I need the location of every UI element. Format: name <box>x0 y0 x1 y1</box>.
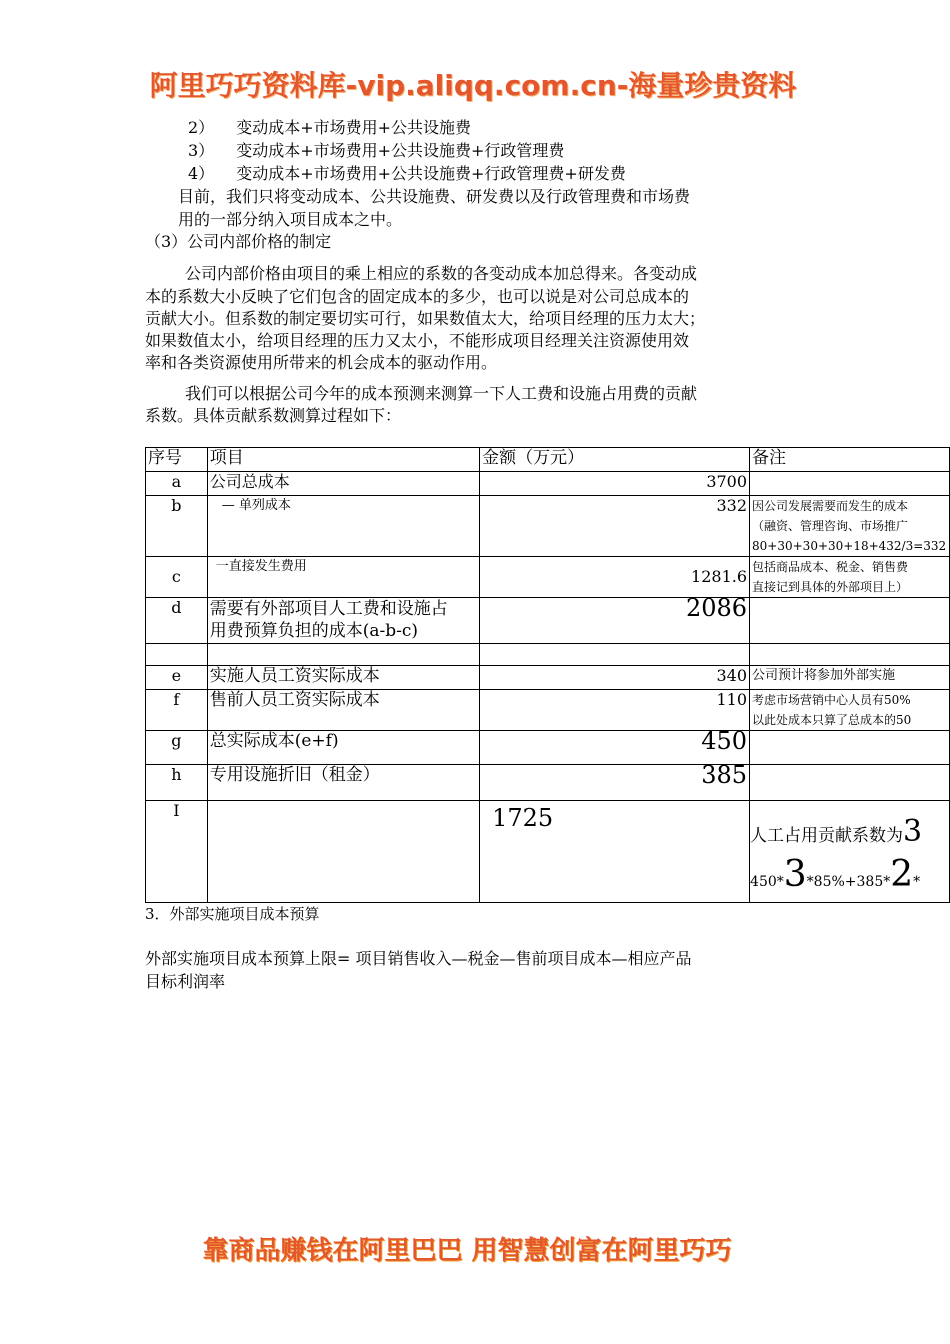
row-no: f <box>146 690 208 731</box>
paragraph-line: 公司内部价格由项目的乘上相应的系数的各变动成本加总得来。各变动成 <box>185 264 698 283</box>
list-item-text: 变动成本+市场费用+公共设施费+行政管理费 <box>236 141 565 160</box>
row-note <box>750 765 950 801</box>
row-item: 公司总成本 <box>207 472 479 496</box>
note-line <box>750 814 949 851</box>
row-no: a <box>146 472 208 496</box>
row-amount: 332 <box>480 496 750 557</box>
note-text: 人工占用贡献系数为 <box>750 826 904 846</box>
note-line: 直接记到具体的外部项目上） <box>752 580 909 594</box>
row-item: — 单列成本 <box>207 496 479 557</box>
list-item-number: 3） <box>188 141 215 160</box>
row-item <box>207 598 479 644</box>
row-no: b <box>146 496 208 557</box>
list-item-number: 2） <box>188 118 215 137</box>
note-line: 包括商品成本、税金、销售费 <box>752 560 909 574</box>
note-big: 3 <box>903 814 923 849</box>
table-row <box>146 690 950 731</box>
note-line: 80+30+30+30+18+432/3=332 <box>752 539 947 553</box>
list-item-text: 变动成本+市场费用+公共设施费 <box>236 118 472 137</box>
note-big: 2 <box>890 854 914 895</box>
row-item <box>207 801 479 903</box>
note-big: 3 <box>783 854 807 895</box>
row-amount: 340 <box>480 666 750 690</box>
row-item: 专用设施折旧（租金） <box>207 765 479 801</box>
list-item <box>188 140 564 162</box>
row-note <box>750 472 950 496</box>
table-row <box>146 557 950 598</box>
paragraph-line: 贡献大小。但系数的制定要切实可行，如果数值太大，给项目经理的压力太大； <box>145 309 706 328</box>
table-row <box>146 666 950 690</box>
paragraph-line: 系数。具体贡献系数测算过程如下： <box>145 406 402 425</box>
row-no: d <box>146 598 208 644</box>
header-banner: 阿里巧巧资料库-vip.aliqq.com.cn-海量珍贵资料 <box>149 69 797 102</box>
note-line: 考虑市场营销中心人员有50% <box>752 693 911 707</box>
paragraph-line: 用的一部分纳入项目成本之中。 <box>178 210 403 229</box>
paragraph-line: 率和各类资源使用所带来的机会成本的驱动作用。 <box>145 353 498 372</box>
table-row <box>146 598 950 644</box>
table-header-row <box>146 448 950 472</box>
paragraph-line: 本的系数大小反映了它们包含的固定成本的多少，也可以说是对公司总成本的 <box>145 287 690 306</box>
note-line <box>750 855 949 902</box>
row-amount: 1281.6 <box>480 557 750 598</box>
row-amount: 450 <box>480 731 750 765</box>
note-line: 以此处成本只算了总成本的50 <box>752 713 912 727</box>
row-no: h <box>146 765 208 801</box>
paragraph-line: 目标利润率 <box>145 972 226 991</box>
list-item <box>188 117 471 139</box>
item-line: 用费预算负担的成本(a-b-c) <box>209 621 419 641</box>
header-note: 备注 <box>750 448 950 472</box>
row-note: 公司预计将参加外部实施 <box>750 666 950 690</box>
row-no: e <box>146 666 208 690</box>
item-line: 需要有外部项目人工费和设施占 <box>209 599 448 619</box>
row-note <box>750 801 950 903</box>
table-row <box>146 731 950 765</box>
row-item: 实施人员工资实际成本 <box>207 666 479 690</box>
row-note <box>750 731 950 765</box>
row-no: c <box>146 557 208 598</box>
row-amount: 2086 <box>480 598 750 644</box>
header-no: 序号 <box>146 448 208 472</box>
section-heading: （3）公司内部价格的制定 <box>145 232 332 251</box>
note-text: * <box>913 874 921 890</box>
paragraph-line: 我们可以根据公司今年的成本预测来测算一下人工费和设施占用费的贡献 <box>185 384 698 403</box>
row-note <box>750 496 950 557</box>
row-item: 总实际成本(e+f) <box>207 731 479 765</box>
row-item: 一直接发生费用 <box>207 557 479 598</box>
header-amount: 金额（万元） <box>480 448 750 472</box>
table-row <box>146 496 950 557</box>
list-item <box>188 163 626 185</box>
row-amount <box>480 801 750 903</box>
paragraph-line: 外部实施项目成本预算上限= 项目销售收入—税金—售前项目成本—相应产品 <box>145 949 692 968</box>
cost-table <box>145 447 950 903</box>
note-line: （融资、管理咨询、市场推广 <box>752 519 909 533</box>
footer-banner: 靠商品赚钱在阿里巴巴 用智慧创富在阿里巧巧 <box>202 1236 732 1266</box>
note-line: 因公司发展需要而发生的成本 <box>752 499 909 513</box>
row-amount: 3700 <box>480 472 750 496</box>
header-item: 项目 <box>207 448 479 472</box>
table-row <box>146 801 950 903</box>
section-heading: 3．外部实施项目成本预算 <box>145 905 320 923</box>
row-amount: 385 <box>480 765 750 801</box>
list-item-text: 变动成本+市场费用+公共设施费+行政管理费+研发费 <box>236 164 626 183</box>
note-text: 450* <box>750 874 784 890</box>
table-row <box>146 765 950 801</box>
row-no: g <box>146 731 208 765</box>
paragraph-line: 目前，我们只将变动成本、公共设施费、研发费以及行政管理费和市场费 <box>178 187 691 206</box>
row-amount: 110 <box>480 690 750 731</box>
paragraph-line: 如果数值太小，给项目经理的压力又太小，不能形成项目经理关注资源使用效 <box>145 331 690 350</box>
table-row-empty <box>146 644 950 666</box>
row-no: I <box>146 801 208 903</box>
note-text: *85%+385* <box>806 874 891 890</box>
row-note <box>750 690 950 731</box>
amount-value: 1725 <box>492 804 554 832</box>
row-note <box>750 598 950 644</box>
row-item: 售前人员工资实际成本 <box>207 690 479 731</box>
list-item-number: 4） <box>188 164 215 183</box>
row-note <box>750 557 950 598</box>
table-row <box>146 472 950 496</box>
